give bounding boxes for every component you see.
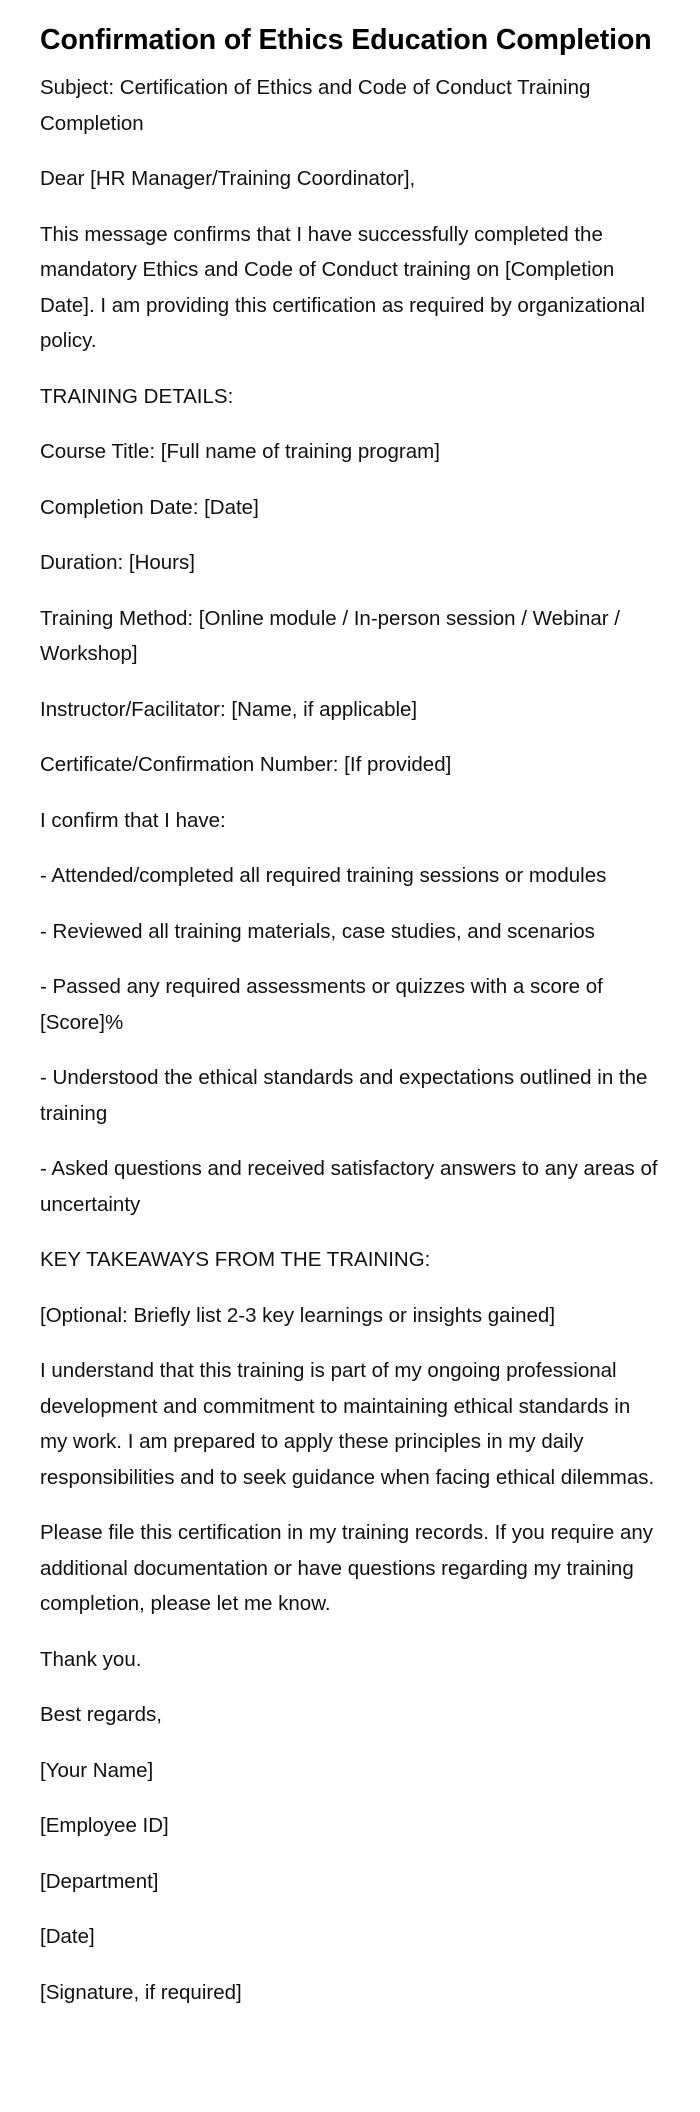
- confirmation-item: - Asked questions and received satisfactory answers to any areas of uncertainty: [40, 1157, 658, 1216]
- signature-date: [Date]: [40, 1925, 95, 1948]
- document-title: Confirmation of Ethics Education Completion: [40, 24, 652, 56]
- intro-paragraph: This message confirms that I have successfully completed the mandatory Ethics and Code of Conduct training on [Completion Date]. I am providing this certification as required by organizational policy.: [40, 222, 646, 352]
- confirmation-item: - Reviewed all training materials, case studies, and scenarios: [40, 919, 595, 943]
- confirmation-intro: I confirm that I have:: [40, 808, 226, 832]
- filing-request-paragraph: Please file this certification in my training records. If you require any additional documentation or have questions regarding my training completion, please let me know.: [40, 1521, 653, 1615]
- detail-duration: Duration: [Hours]: [40, 551, 195, 574]
- signature-line: [Signature, if required]: [40, 1980, 242, 2004]
- detail-training-method: Training Method: [Online module / In-person session / Webinar / Workshop]: [40, 606, 620, 665]
- section-heading-training-details: TRAINING DETAILS:: [40, 384, 234, 408]
- salutation: Dear [HR Manager/Training Coordinator],: [40, 167, 416, 190]
- thank-you-line: Thank you.: [40, 1647, 142, 1671]
- commitment-paragraph: I understand that this training is part of my ongoing professional development and commitment to maintaining ethical standards in my work. I am prepared to apply these principles in my daily responsibilities and to seek guidance when facing ethical dilemmas.: [40, 1359, 655, 1489]
- closing-line: Best regards,: [40, 1703, 162, 1726]
- confirmation-item: - Passed any required assessments or quizzes with a score of [Score]%: [40, 975, 603, 1034]
- section-heading-key-takeaways: KEY TAKEAWAYS FROM THE TRAINING:: [40, 1248, 431, 1271]
- confirmation-item: - Attended/completed all required training sessions or modules: [40, 864, 607, 887]
- detail-instructor: Instructor/Facilitator: [Name, if applicable]: [40, 697, 418, 721]
- detail-certificate-number: Certificate/Confirmation Number: [If provided]: [40, 753, 452, 776]
- detail-completion-date: Completion Date: [Date]: [40, 495, 259, 519]
- signature-employee-id: [Employee ID]: [40, 1814, 169, 1837]
- subject-line: Subject: Certification of Ethics and Code of Conduct Training Completion: [40, 76, 591, 135]
- signature-name: [Your Name]: [40, 1758, 154, 1782]
- confirmation-item: - Understood the ethical standards and expectations outlined in the training: [40, 1066, 648, 1125]
- detail-course-title: Course Title: [Full name of training program]: [40, 440, 440, 463]
- key-takeaways-placeholder: [Optional: Briefly list 2-3 key learnings or insights gained]: [40, 1303, 556, 1327]
- signature-department: [Department]: [40, 1869, 159, 1893]
